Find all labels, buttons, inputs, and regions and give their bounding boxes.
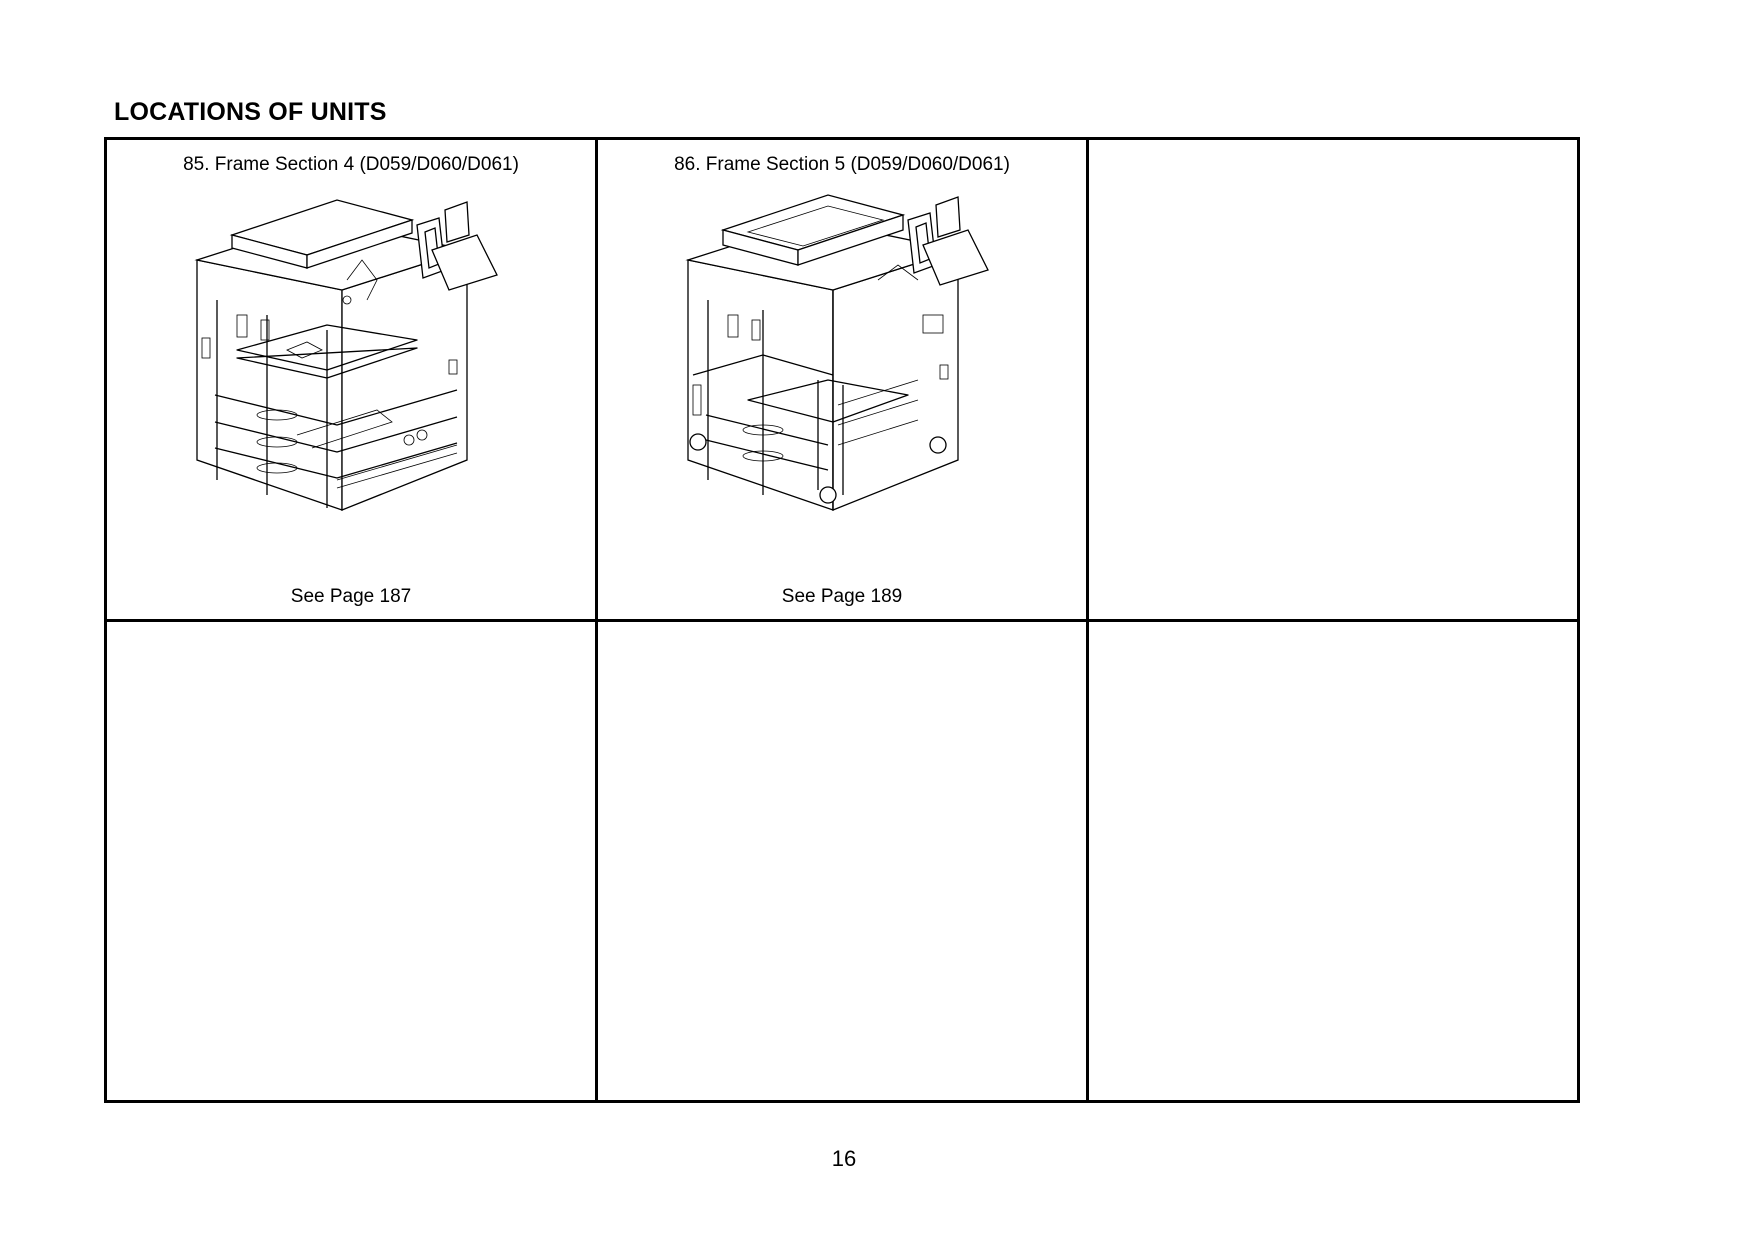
see-page-link[interactable]: See Page 187: [290, 586, 412, 607]
unit-cell-86: [597, 139, 1088, 621]
empty-cell: [597, 620, 1088, 1102]
see-page-link[interactable]: See Page 189: [781, 586, 903, 607]
copier-frame-section-5-illustration: [668, 190, 1018, 520]
page-title: LOCATIONS OF UNITS: [114, 98, 387, 126]
empty-cell: [1088, 620, 1579, 1102]
grid-row: [106, 139, 1579, 621]
empty-cell: [106, 620, 597, 1102]
unit-caption: 86. Frame Section 5 (D059/D060/D061): [674, 154, 1010, 175]
empty-cell: [1088, 139, 1579, 621]
grid-row: [106, 620, 1579, 1102]
units-grid: [104, 137, 1580, 1103]
unit-caption: 85. Frame Section 4 (D059/D060/D061): [183, 154, 519, 175]
unit-cell-85: [106, 139, 597, 621]
copier-frame-section-4-illustration: [177, 190, 527, 520]
page-number: 16: [831, 1146, 857, 1171]
